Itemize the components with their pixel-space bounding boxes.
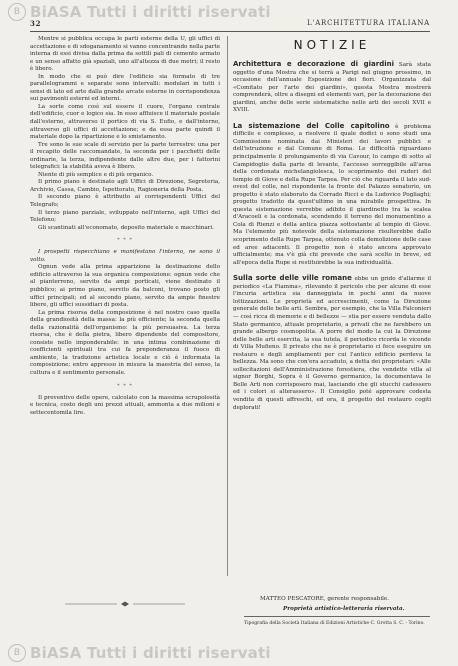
fleuron-ornament-icon — [65, 601, 185, 607]
header-rule — [30, 31, 430, 32]
news-title: La sistemazione del Colle capitolino — [233, 121, 390, 130]
watermark-text: BiASA Tutti i diritti riservati — [30, 3, 271, 21]
paragraph: In modo che si può dire l'edificio sia formato di tre parallelogrammi e separate sono intervalli: modulari in tutti i sensi di lato ed arte dalla grande arcate esterne in corrispondenza sui pavimenti esterni ed interni. — [30, 73, 220, 103]
printer-imprint: Tipografia della Società Italiana di Edizioni Artistiche C. Grotta S. C. - Torino. — [244, 621, 425, 626]
paragraph: Ognun vede alla prima apparizione la destinazione dello edificio attraverso la sua organica composizione: ognun vede che al pianterreno, servito da ampi porticati, viene destinato il pubblico; ai primo piano, servito da balconi, trovano posto gli uffici principali; ed al secondo piano, servito da ampie finestre libere, gli uffici sussidiari di posta. — [30, 264, 220, 309]
paragraph: I prospetti rispecchiano e manifestano l'interno, ne sono il volto. — [30, 249, 220, 263]
paragraph: Mentre si pubblica occupa le parti esterne della U, gli uffici di accettazione e di sdoganamento si vanno concentrando nella parte interna di essi divisa dalla prima da sottili pali di cemento armato e un senso affatto già spaziali, uno all'altezza di due metri; il resto è libero. — [30, 36, 220, 73]
paragraph: Il secondo piano è attribuito ai corrispondenti Uffici del Telegrafo; — [30, 194, 220, 209]
news-paragraph — [233, 122, 431, 267]
paragraph: Gli scantinati all'economato, deposito materiale e macchinari. — [38, 224, 214, 231]
paragraph: La sorte come così sul essere il cuore, l'organo centrale dell'edificio, cuor e logico sia. In esso affluisce il materiale postale dall'esterno, attraverso il portico di via S. Eufio, e dall'interno, attraverso gli uffici di accettazione; e da essa parte quindi il materiale dopo la ripartizione e lo smistamento. — [30, 103, 220, 141]
column-divider — [227, 36, 228, 576]
left-column — [30, 36, 220, 596]
signature-line: MATTEO PESCATORE, gerente responsabile. — [260, 596, 390, 602]
news-text: è problema difficile e complesso, a risolvere il quale dodici o sono studi una Commissione nominata dai Ministeri dei lavori pubblici e dell'istruzione e dal Comune di Roma. Le difficoltà riguardano principalmente il prolungamento di via Cavour, lo campo di sotto al Campidoglio dalla parte di levante, l'accesso sorreggibile all'area della cordonata michelangiolesca, lo scoprimento dei ruderi del tempio di Giove e della Rupe Tarpea. Per ciò che riguarda il lato sud-ovest del colle, nel rispondente la fronte del Palazzo senatorio, un progetto è stato elaborato da Corrado Ricci e da Ludovico Pogliaghi; progetto tradotto da quest'ultimo in una mirabile prospettiva. In questa sistemazione verrebbe adibito il giardinetto tra la scalea d'Aracoeli e la cordonata, scendendo il terreno del monumentino a Cola di Rienzi e della antica piazza sottostante al tempio di Giove. Ma l'elemento più notevole della sistemazione risulterebbe dallo scoprimento della Rupe Tarpea, ottenuto colla demolizione delle case ed aree adiacenti. Il progetto non è stato ancora approvato ufficialmente; ma v'è già chi prevede che sarà scelto in breve, ed all'epoca della Rupe si restituirebbe la sua individualità. — [233, 123, 431, 266]
news-item — [233, 274, 431, 412]
paragraph: La prima risorsa della composizione è nel nostro caso quella della grandiosità della massa: la più efficiente; la seconda quella della razionalità dell'organismo: la più persuasiva. La terza risorsa, che è della pietra, libero dipendente del compositore, consiste nello imponderabile: in una intima combinazione di coefficienti spirituali tra cui fa preponderanza il fuoco di ambiente, la tradizione artistica locale e ciò è informata la composizione; entro appresso in misura la maestria del senso, la cultura e il sentimento personale. — [30, 309, 220, 376]
paragraph: Il terzo piano parziale, sviluppato nell'interno, agli Uffici del Telefono; — [30, 209, 220, 224]
notizie-heading: NOTIZIE — [293, 38, 371, 52]
news-item — [233, 60, 431, 115]
news-paragraph — [233, 274, 431, 412]
watermark-text: BiASA Tutti i diritti riservati — [30, 644, 271, 662]
watermark-bottom — [8, 643, 308, 663]
paragraph: Tre sono le sue scale di servizio per la parte terrestre: una per il recapito delle raccomandate, la seconda per i pacchetti delle ordinarie, la terza, indipendente dalle altre due, per i fattorini telegrafici: la stabilità aveva è libero. — [30, 141, 220, 171]
news-text: Sarà stata oggetto d'una Mostra che si terrà a Parigi nel giugno prossimo, in occasione dell'annuale Esposizione dei fiori. Organizzata dal «Comitato per l'arte dei giardini», questa Mostra mostrerà comprenderà, oltre a disegni ed elementi vari, per la decorazione dei giardini, anche delle serie sistematiche nelle arti dei secoli XVII e XVIII. — [233, 62, 431, 114]
paragraph: Niente di più semplice e di più organico. — [38, 171, 154, 178]
page-header — [30, 19, 430, 31]
library-logo-icon: B — [8, 644, 26, 662]
news-title: Architettura e decorazione di giardini — [233, 60, 394, 68]
section-stars: * * * — [117, 237, 133, 244]
journal-title: L'ARCHITETTURA ITALIANA — [307, 19, 430, 27]
paragraph: Il primo piano è destinato agli Uffici di Direzione, Segreteria, Archivio, Cassa, Cambio, Ispettorato, Ragioneria della Posta. — [30, 179, 220, 193]
news-text: ebbe un grido d'allarme il periodico «La Fiamma», rilevando il pericolo che per alcune di esse l'incuria artistica sia danneggiata in pochi anni da nuove lottizzazioni. Le proprietà ed accrescimenti, come la Direzione generale delle belle arti. Sembra, per esempio, che la Villa Falconieri — così ricca di memorie e di bellezze — stia per essere venduta dallo Stato germanico, attuale proprietario, a privati che ne farebbero un grande albergo cosmopolita. A porre del modo la cui la Direzione delle belle arti esercita, la sua tutela, il periodico ricorda le vicende di Villa Mufieno. Il privato che ne è proprietario ci fece eseguire un restauro e degli ampliamenti per cui l'antico edificio perdeva la bellezza. Ma sono che con'era accaduto, a detta dei proprietari: «Alle sollecitazioni dell'Amministrazione forestiera, che vendette villa al signor Borghi, Sopra è il Governo germanico, la documentava le Belle Arti non corrisposero mai, lasciando che gli stucchi cadessero ed i colori si alterassero». Il Consiglio poté approvare codesta vendita di questi affreschi, ed ora, il progetto del restauro cogiti deplorati! — [233, 276, 431, 411]
footer-rule — [244, 616, 430, 617]
news-item — [233, 122, 431, 267]
right-column — [233, 36, 431, 596]
rights-notice: Proprietà artistico-letteraria riservata. — [283, 606, 405, 612]
section-stars: * * * — [117, 382, 133, 389]
news-paragraph — [233, 60, 431, 115]
news-title: Sulla sorte delle ville romane — [233, 274, 352, 283]
library-logo-icon: B — [8, 3, 26, 21]
page-number: 32 — [30, 19, 42, 28]
paragraph: Il preventivo delle opere, calcolato con la massima scrupolosità e tecnica, costo degli uni prezzi attuali, ammonta a due milioni e settecentomila lire. — [30, 394, 220, 416]
